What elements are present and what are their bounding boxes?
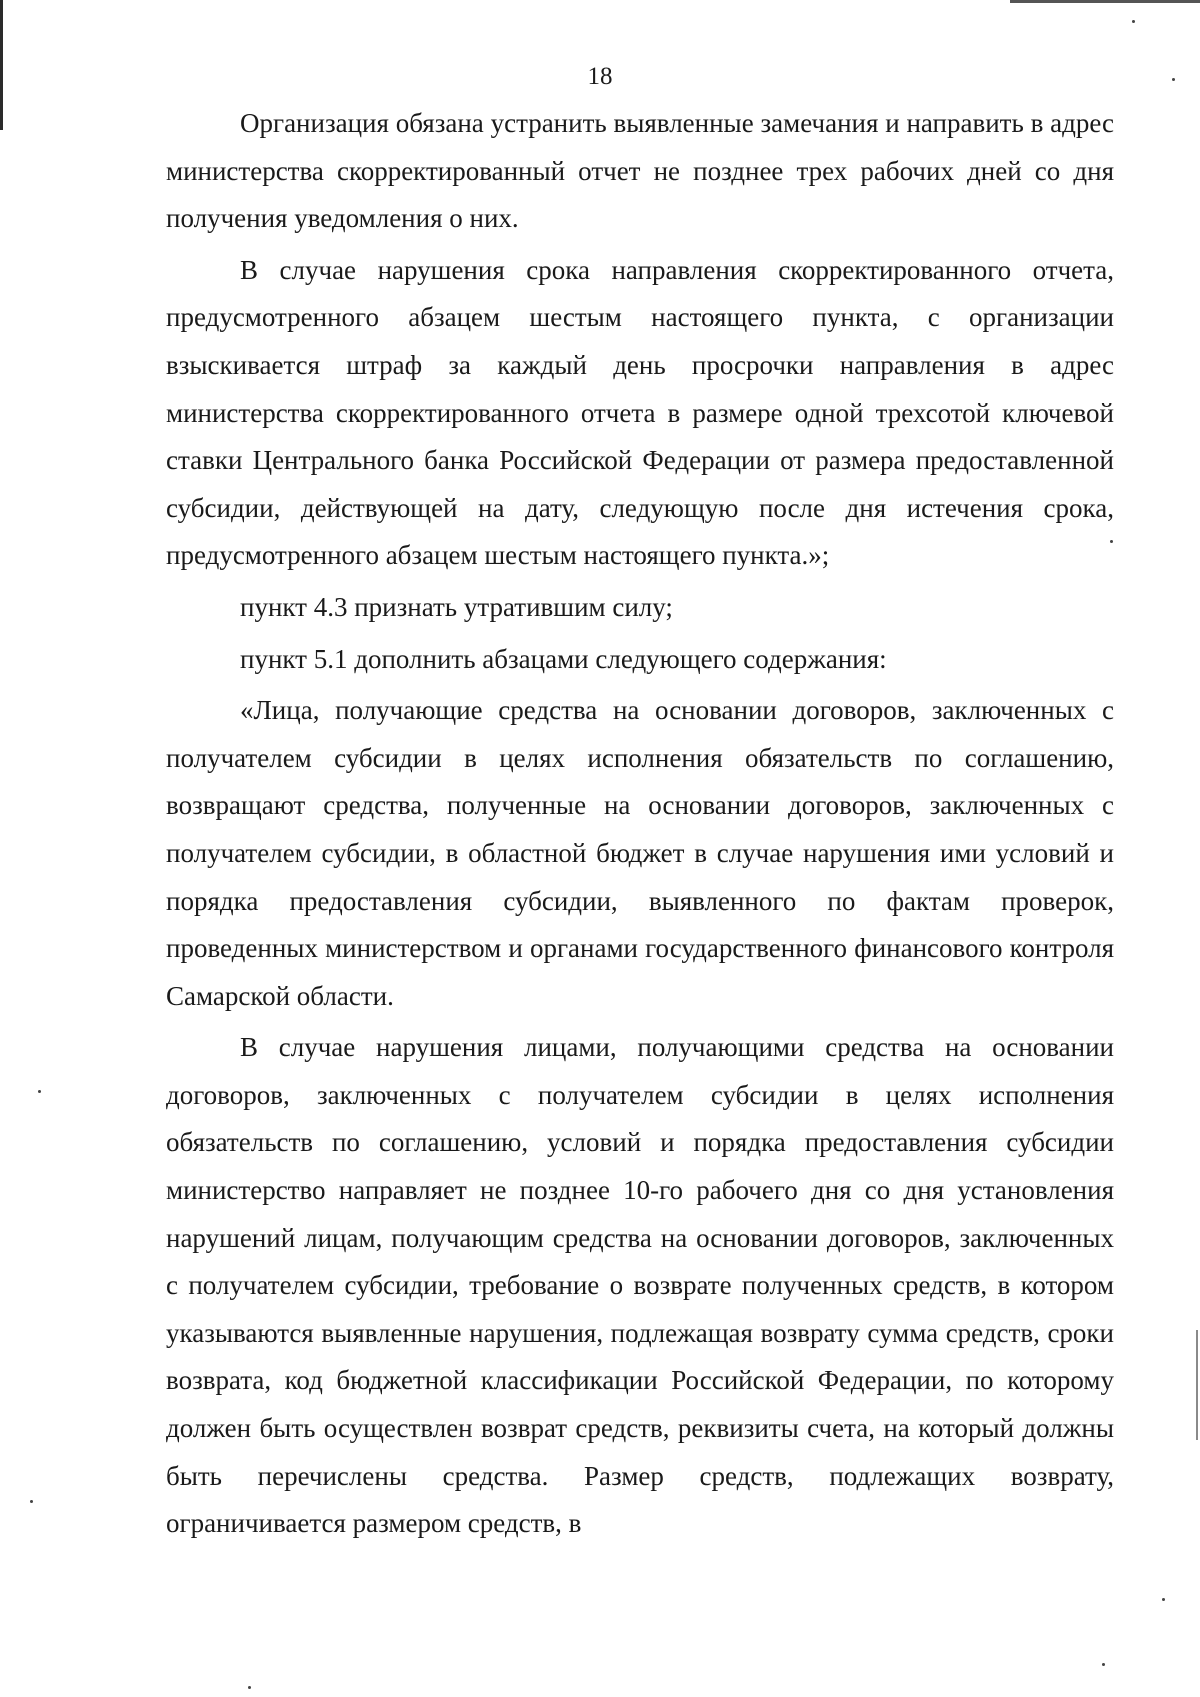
scan-speck [1162,1598,1165,1601]
scan-speck [1102,1663,1105,1666]
page-number: 18 [587,63,613,90]
scan-speck [248,1686,251,1689]
paragraph: В случае нарушения лицами, получающими средства на основании договоров, заключенных с получателем субсидии в целях исполнения обязательств по соглашению, условий и порядка предоставления субсидии министерство направляет не позднее 10-го рабочего дня со дня установления нарушений лицам, получающим средства на основании договоров, заключенных с получателем субсидии, требование о возврате полученных средств, в котором указываются выявленные нарушения, подлежащая возврату сумма средств, сроки возврата, код бюджетной классификации Российской Федерации, по которому должен быть осуществлен возврат средств, реквизиты счета, на который должны быть перечислены средства. Размер средств, подлежащих возврату, ограничивается размером средств, в [166,1032,1114,1539]
paragraph: пункт 4.3 признать утратившим силу; [240,591,673,622]
scan-speck [1132,20,1135,23]
scan-edge-top [1010,0,1200,3]
paragraph: пункт 5.1 дополнить абзацами следующего содержания: [240,643,887,674]
paragraph: Организация обязана устранить выявленные замечания и направить в адрес министерства скорректированный отчет не позднее трех рабочих дней со дня получения уведомления о них. [166,108,1114,234]
scan-edge-right [1196,1330,1198,1440]
scan-speck [38,1090,41,1093]
paragraph: «Лица, получающие средства на основании договоров, заключенных с получателем субсидии в целях исполнения обязательств по соглашению, возвращают средства, полученные на основании договоров, заключенных с получателем субсидии, в областной бюджет в случае нарушения ими условий и порядка предоставления субсидии, выявленного по фактам проверок, проведенных министерством и органами государственного финансового контроля Самарской области. [166,695,1114,1011]
paragraph: В случае нарушения срока направления скорректированного отчета, предусмотренного абзацем шестым настоящего пункта, с организации взыскивается штраф за каждый день просрочки направления в адрес министерства скорректированного отчета в размере одной трехсотой ключевой ставки Центрального банка Российской Федерации от размера предоставленной субсидии, действующей на дату, следующую после дня истечения срока, предусмотренного абзацем шестым настоящего пункта.»; [166,254,1114,571]
scan-speck [30,1500,33,1503]
body-text [166,100,1114,1548]
